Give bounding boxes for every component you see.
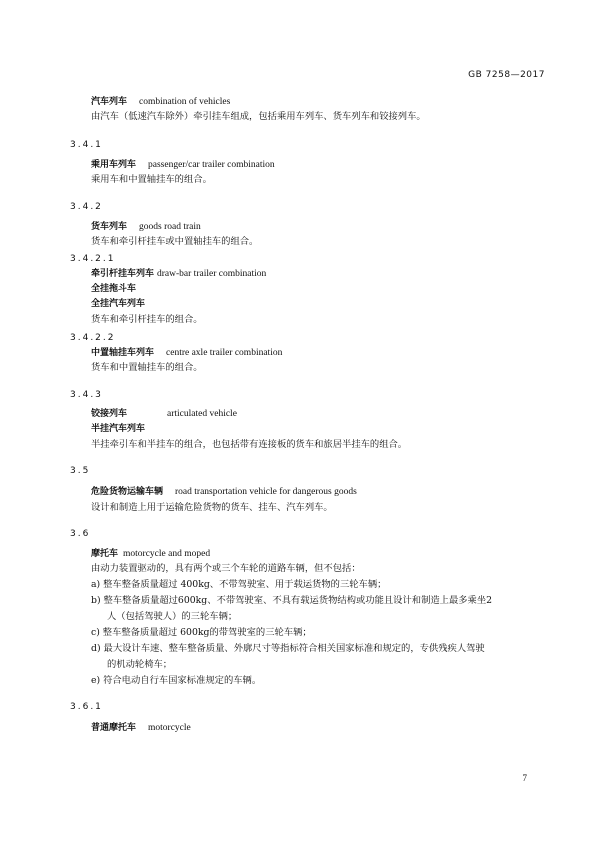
term-line-passenger-car (91, 159, 275, 171)
term-line-goods-train (91, 221, 201, 233)
list-item-b: b) 整车整备质量超过600kg、不带驾驶室、不具有载运货物结构或功能且设计和制造上最多乘坐2 (91, 595, 493, 606)
term-zh: 铰接列车 (91, 409, 128, 419)
term-en: motorcycle and moped (123, 549, 211, 559)
list-item-d-continued: 的机动轮椅车； (107, 659, 173, 670)
term-line-motorcycle (91, 548, 210, 560)
synonym-term (91, 423, 145, 435)
synonym-text: 半挂汽车列车 (91, 424, 146, 434)
definition: 设计和制造上用于运输危险货物的货车、挂车、汽车列车。 (91, 502, 333, 513)
term-line-drawbar (91, 268, 266, 280)
list-item-b-continued: 人（包括驾驶人）的三轮车辆； (107, 611, 238, 622)
term-line-combination (91, 96, 230, 108)
definition: 乘用车和中置轴挂车的组合。 (91, 174, 212, 185)
list-item-e: e) 符合电动自行车国家标准规定的车辆。 (91, 675, 262, 686)
clause-number: 3.4.2 (70, 202, 103, 212)
synonym-term (91, 298, 145, 310)
clause-number: 3.4.2.1 (70, 254, 116, 264)
clause-number: 3.6 (70, 529, 91, 539)
term-line-articulated (91, 408, 237, 420)
definition: 半挂牵引车和半挂车的组合，也包括带有连接板的货车和旅居半挂车的组合。 (91, 439, 408, 450)
term-en: motorcycle (148, 723, 191, 733)
term-en: goods road train (139, 222, 201, 232)
synonym-text: 全挂汽车列车 (91, 299, 146, 309)
term-zh: 汽车列车 (91, 97, 128, 107)
synonym-term (91, 283, 136, 295)
term-zh: 危险货物运输车辆 (91, 487, 164, 497)
term-en: articulated vehicle (167, 409, 237, 419)
term-en: passenger/car trailer combination (148, 160, 275, 170)
definition: 由汽车（低速汽车除外）牵引挂车组成，包括乘用车列车、货车列车和铰接列车。 (91, 111, 426, 122)
term-en: combination of vehicles (139, 97, 231, 107)
term-zh: 普通摩托车 (91, 723, 137, 733)
definition: 货车和牵引杆挂车的组合。 (91, 314, 203, 325)
list-item-c: c) 整车整备质量超过 600kg的带驾驶室的三轮车辆； (91, 627, 312, 638)
list-item-a: a) 整车整备质量超过 400kg、不带驾驶室、用于载运货物的三轮车辆； (91, 579, 387, 590)
clause-number: 3.4.2.2 (70, 333, 116, 343)
clause-number: 3.5 (70, 466, 91, 476)
definition: 货车和牵引杆挂车或中置轴挂车的组合。 (91, 236, 259, 247)
definition: 货车和中置轴挂车的组合。 (91, 362, 203, 373)
term-line-dangerous (91, 486, 357, 498)
term-en: road transportation vehicle for dangerous goods (175, 487, 357, 497)
standard-code-header: GB 7258—2017 (468, 70, 545, 80)
synonym-text: 全挂拖斗车 (91, 284, 137, 294)
page-number: 7 (522, 773, 527, 783)
definition: 由动力装置驱动的，具有两个或三个车轮的道路车辆，但不包括： (91, 563, 361, 574)
term-zh: 乘用车列车 (91, 160, 137, 170)
term-line-centre-axle (91, 347, 282, 359)
term-zh: 摩托车 (91, 549, 119, 559)
list-item-d: d) 最大设计车速、整车整备质量、外廓尺寸等指标符合相关国家标准和规定的，专供残疾人驾驶 (91, 643, 485, 654)
clause-number: 3.4.1 (70, 140, 103, 150)
clause-number: 3.6.1 (70, 702, 103, 712)
term-en: centre axle trailer combination (166, 348, 283, 358)
term-zh: 牵引杆挂车列车 (91, 269, 155, 279)
term-zh: 货车列车 (91, 222, 128, 232)
term-line-ordinary-motorcycle (91, 722, 191, 734)
term-en: draw-bar trailer combination (157, 269, 267, 279)
term-zh: 中置轴挂车列车 (91, 348, 155, 358)
clause-number: 3.4.3 (70, 390, 103, 400)
